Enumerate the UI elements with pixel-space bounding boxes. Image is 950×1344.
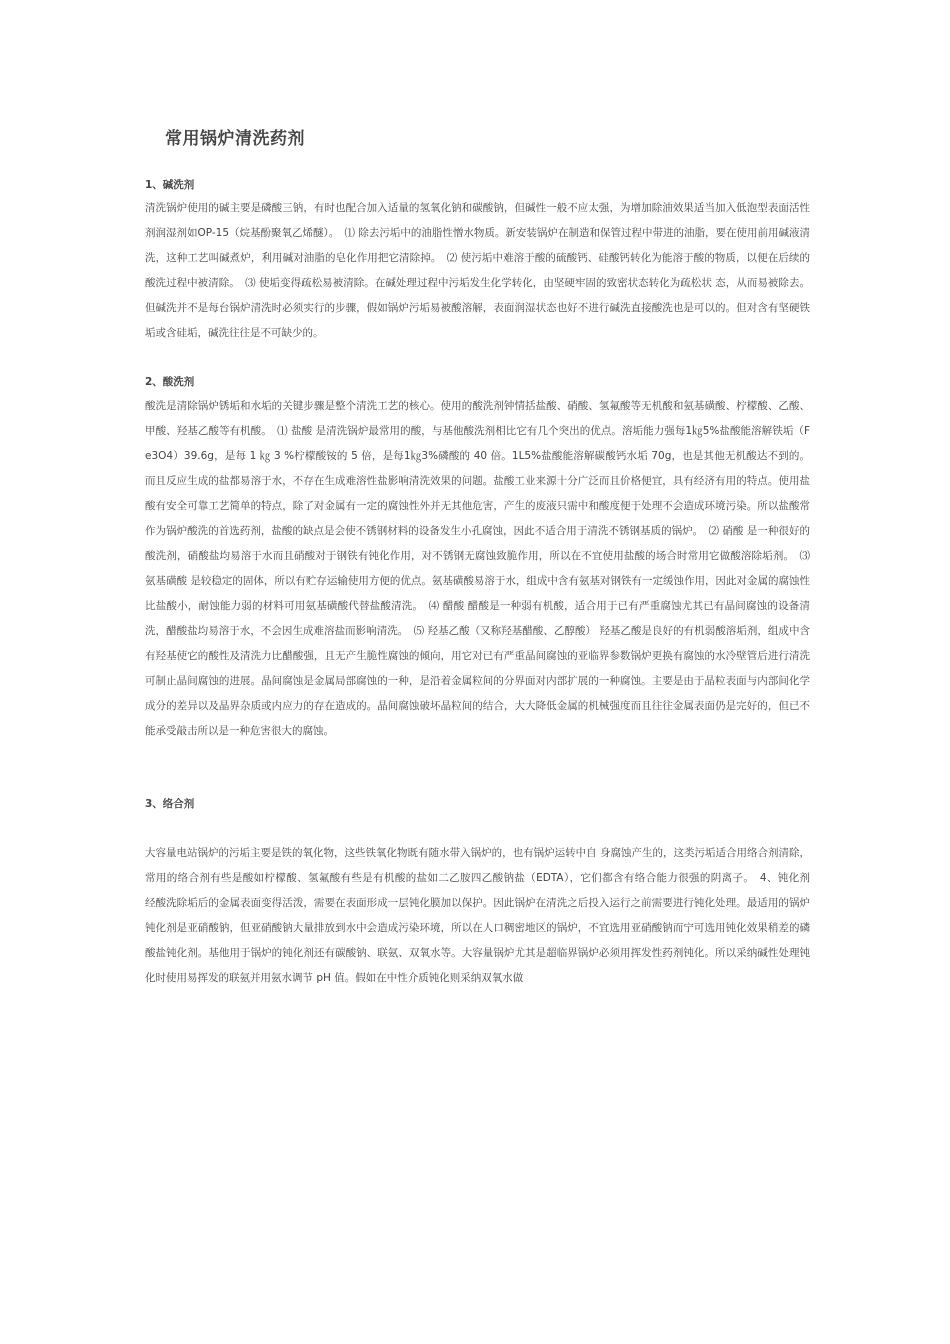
section-heading-acid: 2、酸洗剂 [145, 376, 195, 388]
document-title: 常用锅炉清洗药剂 [165, 129, 305, 149]
section-heading-complexing: 3、络合剂 [145, 798, 195, 810]
section-body-complexing: 大容量电站锅炉的污垢主要是铁的氧化物，这些铁氧化物既有随水带入锅炉的，也有锅炉运转中自 身腐蚀产生的，这类污垢适合用络合剂清除，常用的络合剂有些是酸如柠檬酸、氢氟酸有些是有机酸的盐如二乙胺四乙酸钠盐（EDTA），它们都含有络合能力很强的阴离子。 4、钝化剂 经酸洗除垢后的金属表面变得活泼，需要在表面形成一层钝化膜加以保护。因此锅炉在清洗之后投入运行之前需要进行钝化处理。最适用的锅炉钝化剂是亚硝酸钠，但亚硝酸钠大量排放到水中会造成污染环境，所以在人口稠密地区的锅炉，不宜选用亚硝酸钠而宁可选用钝化效果稍差的磷酸盐钝化剂。基他用于锅炉的钝化剂还有碳酸钠、联氨、双氧水等。大容量锅炉尤其是超临界锅炉必须用挥发性药剂钝化。所以采纳碱性处理钝化时使用易挥发的联氨并用氨水调节 pH 值。假如在中性介质钝化则采纳双氧水做 [145, 847, 824, 984]
section-heading-alkali: 1、碱洗剂 [145, 179, 195, 191]
section-body-alkali: 清洗锅炉使用的碱主要是磷酸三钠，有时也配合加入适量的氢氧化钠和碳酸钠，但碱性一般不应太强，为增加除油效果适当加入低泡型表面活性剂润湿剂如OP-15（烷基酚聚氧乙烯醚）。 ⑴ 除去污垢中的油脂性憎水物质。新安装锅炉在制造和保管过程中带进的油脂，要在使用前用碱液清洗，这种工艺叫碱煮炉，利用碱对油脂的皂化作用把它清除掉。 ⑵ 使污垢中难溶于酸的硫酸钙、硅酸钙转化为能溶于酸的物质，以便在后续的酸洗过程中被清除。 ⑶ 使垢变得疏松易被清除。在碱处理过程中污垢发生化学转化，由坚硬牢固的致密状态转化为疏松状 态，从而易被除去。但碱洗并不是每台锅炉清洗时必须实行的步骤，假如锅炉污垢易被酸溶解，表面润湿状态也好不进行碱洗直接酸洗也是可以的。但对含有坚硬铁垢或含硅垢，碱洗往往是不可缺少的。 [145, 202, 810, 339]
section-body-acid: 酸洗是清除锅炉锈垢和水垢的关键步骤是整个清洗工艺的核心。使用的酸洗剂钟情括盐酸、硝酸、氢氟酸等无机酸和氨基磺酸、柠檬酸、乙酸、甲酸、羟基乙酸等有机酸。 ⑴ 盐酸 是清洗锅炉最常用的酸，与基他酸洗剂相比它有几个突出的优点。溶垢能力强每1㎏5%盐酸能溶解铁垢（Fe3O4）39.6g，是每 1 ㎏ 3 %柠檬酸铵的 5 倍，是每1㎏3%磷酸的 40 倍。1L5%盐酸能溶解碳酸钙水垢 70g，也是其他无机酸达不到的。而且反应生成的盐都易溶于水，不存在生成难溶性盐影响清洗效果的问题。盐酸工业来源十分广泛而且价格便宜，具有经济有用的特点。使用盐酸有安全可靠工艺简单的特点，除了对金属有一定的腐蚀性外并无其他危害，产生的废液只需中和酸度便于处理不会造成环境污染。所以盐酸常作为锅炉酸洗的首选药剂，盐酸的缺点是会使不锈钢材料的设备发生小孔腐蚀，因此不适合用于清洗不锈钢基质的锅炉。 ⑵ 硝酸 是一种很好的酸洗剂，硝酸盐均易溶于水而且硝酸对于钢铁有钝化作用，对不锈钢无腐蚀致脆作用，所以在不宜使用盐酸的场合时常用它做酸溶除垢剂。 ⑶ 氨基磺酸 是较稳定的固体，所以有贮存运输使用方便的优点。氨基磺酸易溶于水，组成中含有氨基对钢铁有一定缓蚀作用，因此对金属的腐蚀性比盐酸小，耐蚀能力弱的材料可用氨基磺酸代替盐酸清洗。 ⑷ 醋酸 醋酸是一种弱有机酸，适合用于已有严重腐蚀尤其已有晶间腐蚀的设备清洗，醋酸盐均易溶于水，不会因生成难溶盐而影响清洗。 ⑸ 羟基乙酸（又称羟基醋酸、乙醇酸） 羟基乙酸是良好的有机弱酸溶垢剂，组成中含有羟基使它的酸性及清洗力比醋酸强，且无产生脆性腐蚀的倾向，用它对已有严重晶间腐蚀的亚临界参数锅炉更换有腐蚀的水冷壁管后进行清洗可制止晶间腐蚀的进展。晶间腐蚀是金属局部腐蚀的一种，是沿着金属粒间的分界面对内部扩展的一种腐蚀。主要是由于晶粒表面与内部间化学成分的差异以及晶界杂质或内应力的存在造成的。晶间腐蚀破坏晶粒间的结合，大大降低金属的机械强度而且往往金属表面仍是完好的，但已不能承受敲击所以是一种危害很大的腐蚀。 [145, 400, 810, 737]
